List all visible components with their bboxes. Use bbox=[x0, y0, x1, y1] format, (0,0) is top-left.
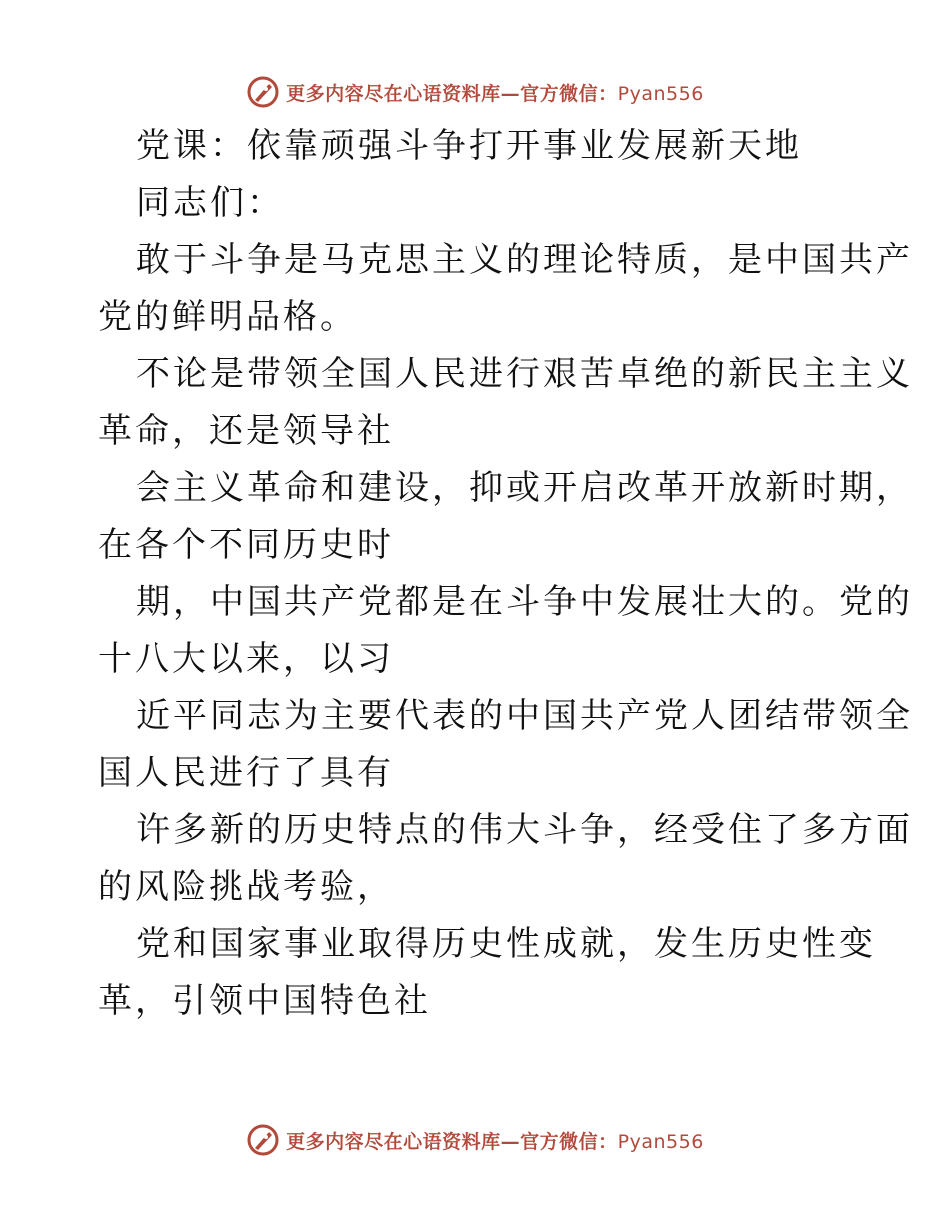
document-body bbox=[98, 118, 913, 1030]
doc-line: 不论是带领全国人民进行艰苦卓绝的新民主主义 bbox=[136, 354, 913, 394]
doc-line: 十八大以来，以习 bbox=[98, 639, 394, 679]
doc-line: 党课：依靠顽强斗争打开事业发展新天地 bbox=[136, 126, 802, 166]
doc-line: 期，中国共产党都是在斗争中发展壮大的。党的 bbox=[136, 582, 913, 622]
doc-line: 党和国家事业取得历史性成就，发生历史性变 bbox=[136, 924, 876, 964]
footer-watermark bbox=[0, 1120, 950, 1160]
watermark-id: Pyan556 bbox=[617, 82, 704, 105]
header-watermark bbox=[0, 72, 950, 112]
doc-line: 许多新的历史特点的伟大斗争，经受住了多方面 bbox=[136, 810, 913, 850]
watermark-text: 更多内容尽在心语资料库—官方微信：Pyan556 bbox=[286, 1130, 704, 1153]
doc-line: 国人民进行了具有 bbox=[98, 753, 394, 793]
doc-line: 革命，还是领导社 bbox=[98, 411, 394, 451]
doc-line: 同志们： bbox=[136, 183, 284, 223]
doc-line: 近平同志为主要代表的中国共产党人团结带领全 bbox=[136, 696, 913, 736]
watermark-id: Pyan556 bbox=[617, 1130, 704, 1153]
doc-line: 在各个不同历史时 bbox=[98, 525, 394, 565]
doc-line: 党的鲜明品格。 bbox=[98, 297, 357, 337]
doc-line: 的风险挑战考验， bbox=[98, 867, 394, 907]
pen-nib-icon bbox=[246, 75, 280, 109]
watermark-text: 更多内容尽在心语资料库—官方微信：Pyan556 bbox=[286, 82, 704, 105]
doc-line: 会主义革命和建设，抑或开启改革开放新时期， bbox=[136, 468, 913, 508]
doc-line: 敢于斗争是马克思主义的理论特质，是中国共产 bbox=[136, 240, 913, 280]
pen-nib-icon bbox=[246, 1123, 280, 1157]
doc-line: 革，引领中国特色社 bbox=[98, 981, 431, 1021]
